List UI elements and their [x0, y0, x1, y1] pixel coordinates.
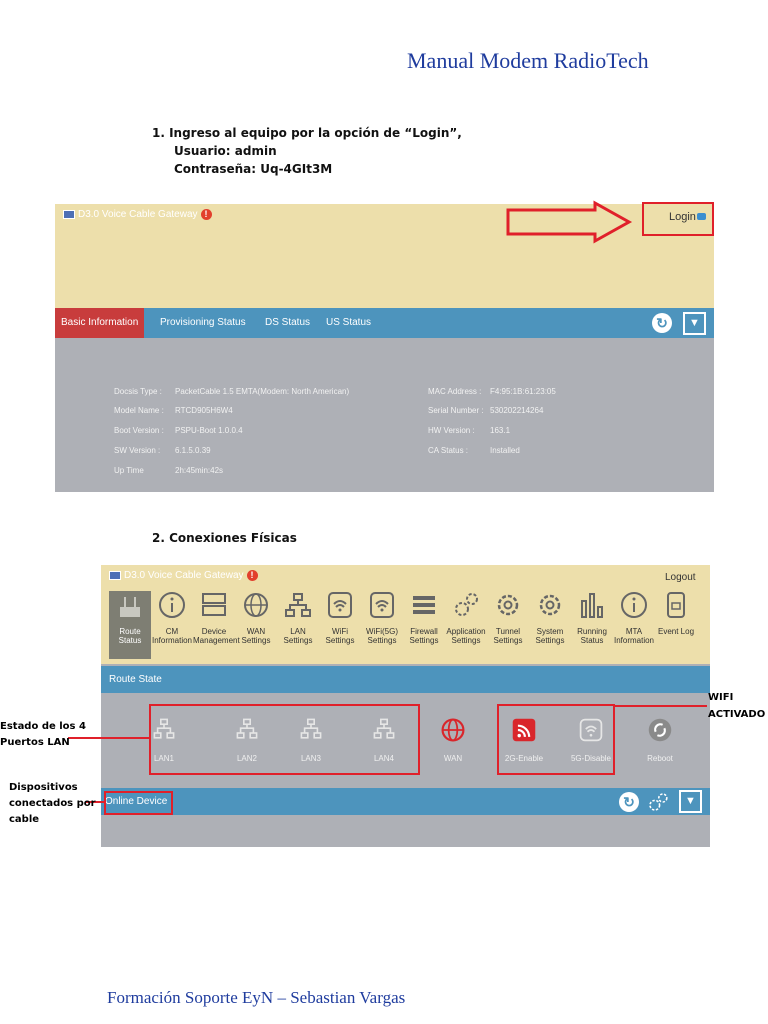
- globe-icon: [440, 717, 466, 743]
- annotation-wifi-1: WIFI: [708, 692, 734, 703]
- menu-label: Settings: [493, 636, 523, 645]
- online-device-bar: [101, 788, 710, 815]
- menu-label: Settings: [535, 636, 565, 645]
- info-sw-label: SW Version :: [114, 446, 161, 455]
- gateway-logo-icon: [63, 210, 75, 219]
- globe-icon: [241, 589, 271, 621]
- menu-firewall-settings[interactable]: [403, 589, 445, 645]
- menu-label: Tunnel: [495, 627, 521, 636]
- menu-lan-settings[interactable]: [277, 589, 319, 645]
- menu-route-status[interactable]: [109, 589, 151, 645]
- menu-label: Application: [446, 627, 486, 636]
- menu-device-management[interactable]: [193, 589, 240, 645]
- info-serial-value: 530202214264: [490, 406, 544, 415]
- tab-basic-information[interactable]: Basic Information: [55, 308, 144, 338]
- gateway-header-2: [101, 565, 710, 664]
- pointer-arrow-icon: [505, 200, 635, 244]
- route-state-label: Route State: [109, 674, 162, 685]
- network-icon: [283, 589, 313, 621]
- menu-label: Information: [613, 636, 655, 645]
- port-wan: [425, 717, 481, 763]
- online-device-label[interactable]: Online Device: [105, 796, 168, 807]
- annotation-lan-state-2: Puertos LAN: [0, 737, 70, 748]
- tab-provisioning-status[interactable]: Provisioning Status: [160, 317, 246, 328]
- wifi-icon: [325, 589, 355, 621]
- menu-label: LAN: [290, 627, 306, 636]
- menu-wifi-settings[interactable]: [319, 589, 361, 645]
- info-boot-label: Boot Version :: [114, 426, 164, 435]
- menu-label: Management: [193, 636, 240, 645]
- gear-icon: [535, 589, 565, 621]
- gateway-title: [63, 209, 212, 220]
- step-1-password: Contraseña: Uq-4GIt3M: [174, 162, 333, 176]
- info-uptime-label: Up Time: [114, 466, 144, 475]
- menu-label: System: [536, 627, 564, 636]
- menu-running-status[interactable]: [571, 589, 613, 645]
- menu-tunnel-settings[interactable]: [487, 589, 529, 645]
- menu-label: Event Log: [657, 627, 695, 636]
- menu-label: WiFi: [332, 627, 348, 636]
- server-icon: [199, 589, 229, 621]
- menu-label: Running: [577, 627, 607, 636]
- annotation-devices-1: Dispositivos: [9, 782, 78, 793]
- menu-cm-information[interactable]: [151, 589, 193, 645]
- reboot-icon: [647, 717, 673, 743]
- menu-label: Settings: [367, 636, 397, 645]
- info-ca-value: Installed: [490, 446, 520, 455]
- firewall-icon: [409, 589, 439, 621]
- info-boot-value: PSPU-Boot 1.0.0.4: [175, 426, 243, 435]
- menu-label: Status: [580, 636, 604, 645]
- info-mac-label: MAC Address :: [428, 387, 482, 396]
- document-footer: Formación Soporte EyN – Sebastian Vargas: [107, 988, 406, 1007]
- info-docsis-value: PacketCable 1.5 EMTA(Modem: North American): [175, 387, 350, 396]
- info-icon: [157, 589, 187, 621]
- info-docsis-label: Docsis Type :: [114, 387, 162, 396]
- menu-event-log[interactable]: [655, 589, 697, 636]
- chevron-down-icon[interactable]: ▼: [679, 790, 702, 813]
- log-icon: [661, 589, 691, 621]
- gear-icon: [493, 589, 523, 621]
- info-model-label: Model Name :: [114, 406, 164, 415]
- chevron-down-icon[interactable]: ▼: [683, 312, 706, 335]
- menu-label: Settings: [283, 636, 313, 645]
- refresh-icon[interactable]: ↻: [652, 313, 672, 333]
- info-hw-label: HW Version :: [428, 426, 475, 435]
- menu-wifi5g-settings[interactable]: [361, 589, 403, 645]
- tab-bar: [55, 308, 714, 338]
- step-1-user: Usuario: admin: [174, 144, 277, 158]
- menu-label: Route: [119, 627, 141, 636]
- gateway-title-2: [109, 570, 258, 581]
- annotation-devices-2: conectados por: [9, 798, 96, 809]
- annotation-wifi-2: ACTIVADO: [708, 709, 766, 720]
- menu-label: Information: [151, 636, 193, 645]
- step-1-heading: 1. Ingreso al equipo por la opción de “Login”,: [152, 126, 462, 140]
- annotation-devices-3: cable: [9, 814, 40, 825]
- annotation-lan-state-1: Estado de los 4: [0, 721, 86, 732]
- online-device-highlight-box: [104, 791, 173, 815]
- menu-label: CM: [165, 627, 179, 636]
- gears-icon: [451, 589, 481, 621]
- tab-us-status[interactable]: US Status: [326, 317, 372, 328]
- info-serial-label: Serial Number :: [428, 406, 484, 415]
- router-icon: [115, 589, 145, 621]
- menu-label: WAN: [246, 627, 266, 636]
- gateway-title-text: D3.0 Voice Cable Gateway: [124, 570, 244, 582]
- port-label: LAN3: [300, 754, 321, 763]
- document-title: Manual Modem RadioTech: [407, 48, 649, 73]
- menu-label: Device: [201, 627, 227, 636]
- lan-annotation-line: [68, 737, 149, 739]
- reboot-button[interactable]: [632, 717, 688, 763]
- menu-label: Settings: [409, 636, 439, 645]
- screenshot-login-page: [55, 204, 714, 492]
- menu-application-settings[interactable]: [445, 589, 487, 645]
- port-label: LAN4: [373, 754, 394, 763]
- menu-label: Settings: [325, 636, 355, 645]
- warning-icon: !: [201, 209, 212, 220]
- menu-label: WiFi(5G): [366, 627, 398, 636]
- wifi-annotation-line: [615, 705, 707, 707]
- menu-mta-information[interactable]: [613, 589, 655, 645]
- gateway-logo-icon: [109, 571, 121, 580]
- bars-icon: [577, 589, 607, 621]
- menu-label: Settings: [241, 636, 271, 645]
- info-model-value: RTCD905H6W4: [175, 406, 233, 415]
- menu-label: Firewall: [410, 627, 438, 636]
- wifi-5g-label: 5G-Disable: [570, 754, 611, 763]
- menu-wan-settings[interactable]: [235, 589, 277, 645]
- menu-label: Status: [118, 636, 142, 645]
- gateway-title-text: D3.0 Voice Cable Gateway: [78, 209, 198, 221]
- step-2-heading: 2. Conexiones Físicas: [152, 531, 297, 545]
- port-label: LAN1: [153, 754, 174, 763]
- port-label: WAN: [443, 754, 463, 763]
- lan-ports-highlight-box: [149, 704, 420, 775]
- login-text[interactable]: Login: [669, 211, 696, 223]
- info-sw-value: 6.1.5.0.39: [175, 446, 211, 455]
- settings-gears-icon[interactable]: [646, 790, 670, 814]
- reboot-label: Reboot: [647, 754, 673, 763]
- wifi-5g-icon: [367, 589, 397, 621]
- info-mac-value: F4:95:1B:61:23:05: [490, 387, 556, 396]
- tab-ds-status[interactable]: DS Status: [265, 317, 311, 328]
- route-state-bar: [101, 666, 710, 693]
- refresh-icon[interactable]: ↻: [619, 792, 639, 812]
- info-icon: [619, 589, 649, 621]
- logout-link[interactable]: Logout: [665, 572, 696, 583]
- wifi-2g-label: 2G-Enable: [504, 754, 544, 763]
- menu-label: MTA: [625, 627, 643, 636]
- info-uptime-value: 2h:45min:42s: [175, 466, 224, 475]
- menu-system-settings[interactable]: [529, 589, 571, 645]
- info-ca-label: CA Status :: [428, 446, 469, 455]
- menu-label: Settings: [451, 636, 481, 645]
- login-highlight-box: [642, 202, 714, 236]
- info-hw-value: 163.1: [490, 426, 511, 435]
- wifi-highlight-box: [497, 704, 615, 775]
- warning-icon: !: [247, 570, 258, 581]
- port-label: LAN2: [236, 754, 257, 763]
